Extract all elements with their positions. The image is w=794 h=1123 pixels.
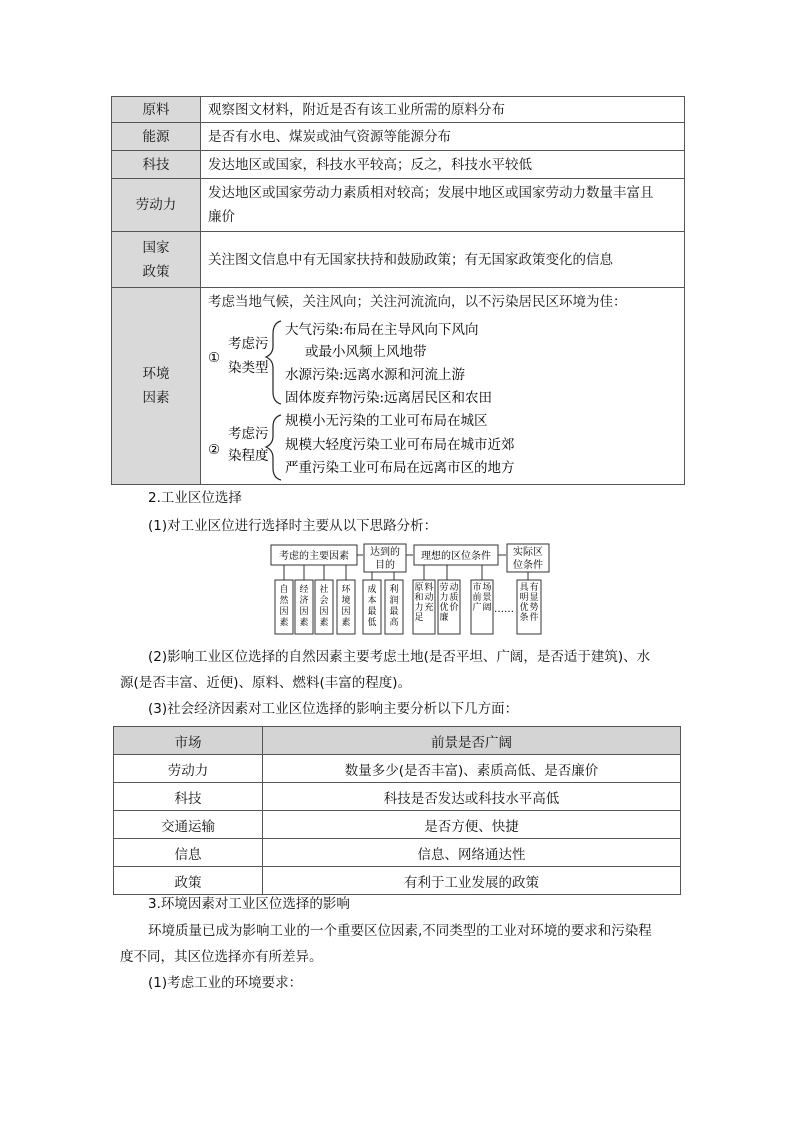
- row-label: [112, 288, 201, 485]
- diagram-sub-label: 社会因素: [319, 585, 329, 628]
- group-item: 水源污染:远离水源和河流上游: [285, 366, 466, 383]
- location-flow-diagram: [266, 542, 556, 638]
- table-cell: 数量多少(是否丰富)、素质高低、是否廉价: [263, 755, 681, 783]
- diagram-box-label: 达到的: [370, 547, 400, 558]
- diagram-box-label: 理想的区位条件: [421, 551, 491, 562]
- diagram-box-label: 位条件: [513, 560, 543, 571]
- table-cell: 市场: [114, 727, 263, 755]
- table-row: [114, 867, 681, 895]
- group-title-line: 染类型: [228, 359, 269, 376]
- row-label: [112, 232, 201, 288]
- table-row: [114, 839, 681, 867]
- row-label: 劳动力: [112, 179, 201, 232]
- table-cell: 科技是否发达或科技水平高低: [263, 783, 681, 811]
- table-cell: 科技: [114, 783, 263, 811]
- diagram-sub-label: 劳动力质优价廉: [439, 583, 459, 623]
- table-cell: 有利于工业发展的政策: [263, 867, 681, 895]
- table-cell: 交通运输: [114, 811, 263, 839]
- diagram-sub-label: 原料和动力充足: [414, 583, 434, 623]
- row-text-line: 发达地区或国家劳动力素质相对较高；发展中地区或国家劳动力数量丰富且: [208, 185, 654, 201]
- row-text-line: 廉价: [208, 209, 235, 225]
- table-row: [112, 123, 685, 151]
- table-row: [112, 151, 685, 179]
- row-text: [201, 179, 685, 232]
- group-title-line: 考虑污: [228, 425, 269, 442]
- row-label: 能源: [112, 123, 201, 151]
- row-text: 观察图文材料，附近是否有该工业所需的原料分布: [201, 97, 685, 123]
- circled-number-1: ①: [208, 349, 221, 366]
- paragraph: 度不同，其区位选择亦有所差异。: [120, 949, 323, 965]
- env-handwritten-block: [201, 290, 685, 483]
- group-title-line: 染程度: [228, 447, 269, 464]
- row-text: 发达地区或国家，科技水平较高；反之，科技水平较低: [201, 151, 685, 179]
- group-item: 大气污染:布局在主导风向下风向: [285, 321, 479, 338]
- group-item: 规模小无污染的工业可布局在城区: [285, 412, 488, 429]
- socio-economic-table: [113, 726, 681, 895]
- row-label-line: 政策: [142, 263, 170, 280]
- section-heading: 3.环境因素对工业区位选择的影响: [148, 896, 350, 912]
- row-label-line: 国家: [142, 239, 170, 256]
- table-cell: 劳动力: [114, 755, 263, 783]
- diagram-sub-label: 环境因素: [341, 585, 351, 628]
- table-row: [114, 755, 681, 783]
- diagram-box-label: 考虑的主要因素: [279, 551, 349, 562]
- group-item: 固体废弃物污染:远离居民区和农田: [285, 389, 493, 406]
- table-header-row: [114, 727, 681, 755]
- env-cell: [201, 288, 685, 485]
- table-cell: 是否方便、快捷: [263, 811, 681, 839]
- diagram-ellipsis: ……: [494, 604, 514, 615]
- paragraph: (2)影响工业区位选择的自然因素主要考虑土地(是否平坦、广阔，是否适于建筑)、水: [148, 649, 651, 665]
- row-label-line: 因素: [142, 390, 170, 406]
- group-item: 严重污染工业可布局在远离市区的地方: [285, 459, 515, 476]
- table-cell: 政策: [114, 867, 263, 895]
- diagram-sub-label: 市场前景广阔: [472, 583, 492, 613]
- row-text: 关注图文信息中有无国家扶持和鼓励政策；有无国家政策变化的信息: [201, 232, 685, 288]
- diagram-sub-label: 具有明显优势条件: [519, 583, 539, 623]
- brace-icon: [266, 415, 281, 480]
- table-cell: 信息: [114, 839, 263, 867]
- paragraph: 源(是否丰富、近便)、原料、燃料(丰富的程度)。: [120, 675, 412, 691]
- section-heading: 2.工业区位选择: [148, 490, 242, 506]
- table-row: [112, 288, 685, 485]
- row-text: 是否有水电、煤炭或油气资源等能源分布: [201, 123, 685, 151]
- table-cell: 信息、网络通达性: [263, 839, 681, 867]
- table-row: [114, 783, 681, 811]
- row-label: 科技: [112, 151, 201, 179]
- diagram-sub-label: 经济因素: [299, 585, 309, 628]
- circled-number-2: ②: [208, 441, 221, 458]
- group-item: 或最小风频上风地带: [305, 343, 427, 360]
- diagram-sub-label: 成本最低: [367, 585, 377, 628]
- paragraph: (3)社会经济因素对工业区位选择的影响主要分析以下几方面：: [148, 701, 519, 717]
- table-row: [114, 811, 681, 839]
- diagram-box-label: 目的: [375, 560, 395, 571]
- diagram-sub-label: 利润最高: [389, 585, 399, 628]
- row-label: 原料: [112, 97, 201, 123]
- table-row: [112, 179, 685, 232]
- table-row: [112, 97, 685, 123]
- paragraph: (1)考虑工业的环境要求：: [148, 975, 303, 991]
- table-cell: 前景是否广阔: [263, 727, 681, 755]
- diagram-box-label: 实际区: [513, 547, 543, 558]
- env-intro: 考虑当地气候，关注风向；关注河流流向，以不污染居民区环境为佳：: [208, 293, 627, 310]
- factor-table: [111, 96, 685, 485]
- row-label-line: 环境: [142, 366, 170, 382]
- paragraph: (1)对工业区位进行选择时主要从以下思路分析：: [148, 518, 438, 534]
- group-title-line: 考虑污: [228, 335, 269, 352]
- diagram-sub-label: 自然因素: [279, 585, 289, 628]
- group-item: 规模大轻度污染工业可布局在城市近郊: [285, 436, 515, 453]
- paragraph: 环境质量已成为影响工业的一个重要区位因素,不同类型的工业对环境的要求和污染程: [148, 923, 652, 939]
- table-row: [112, 232, 685, 288]
